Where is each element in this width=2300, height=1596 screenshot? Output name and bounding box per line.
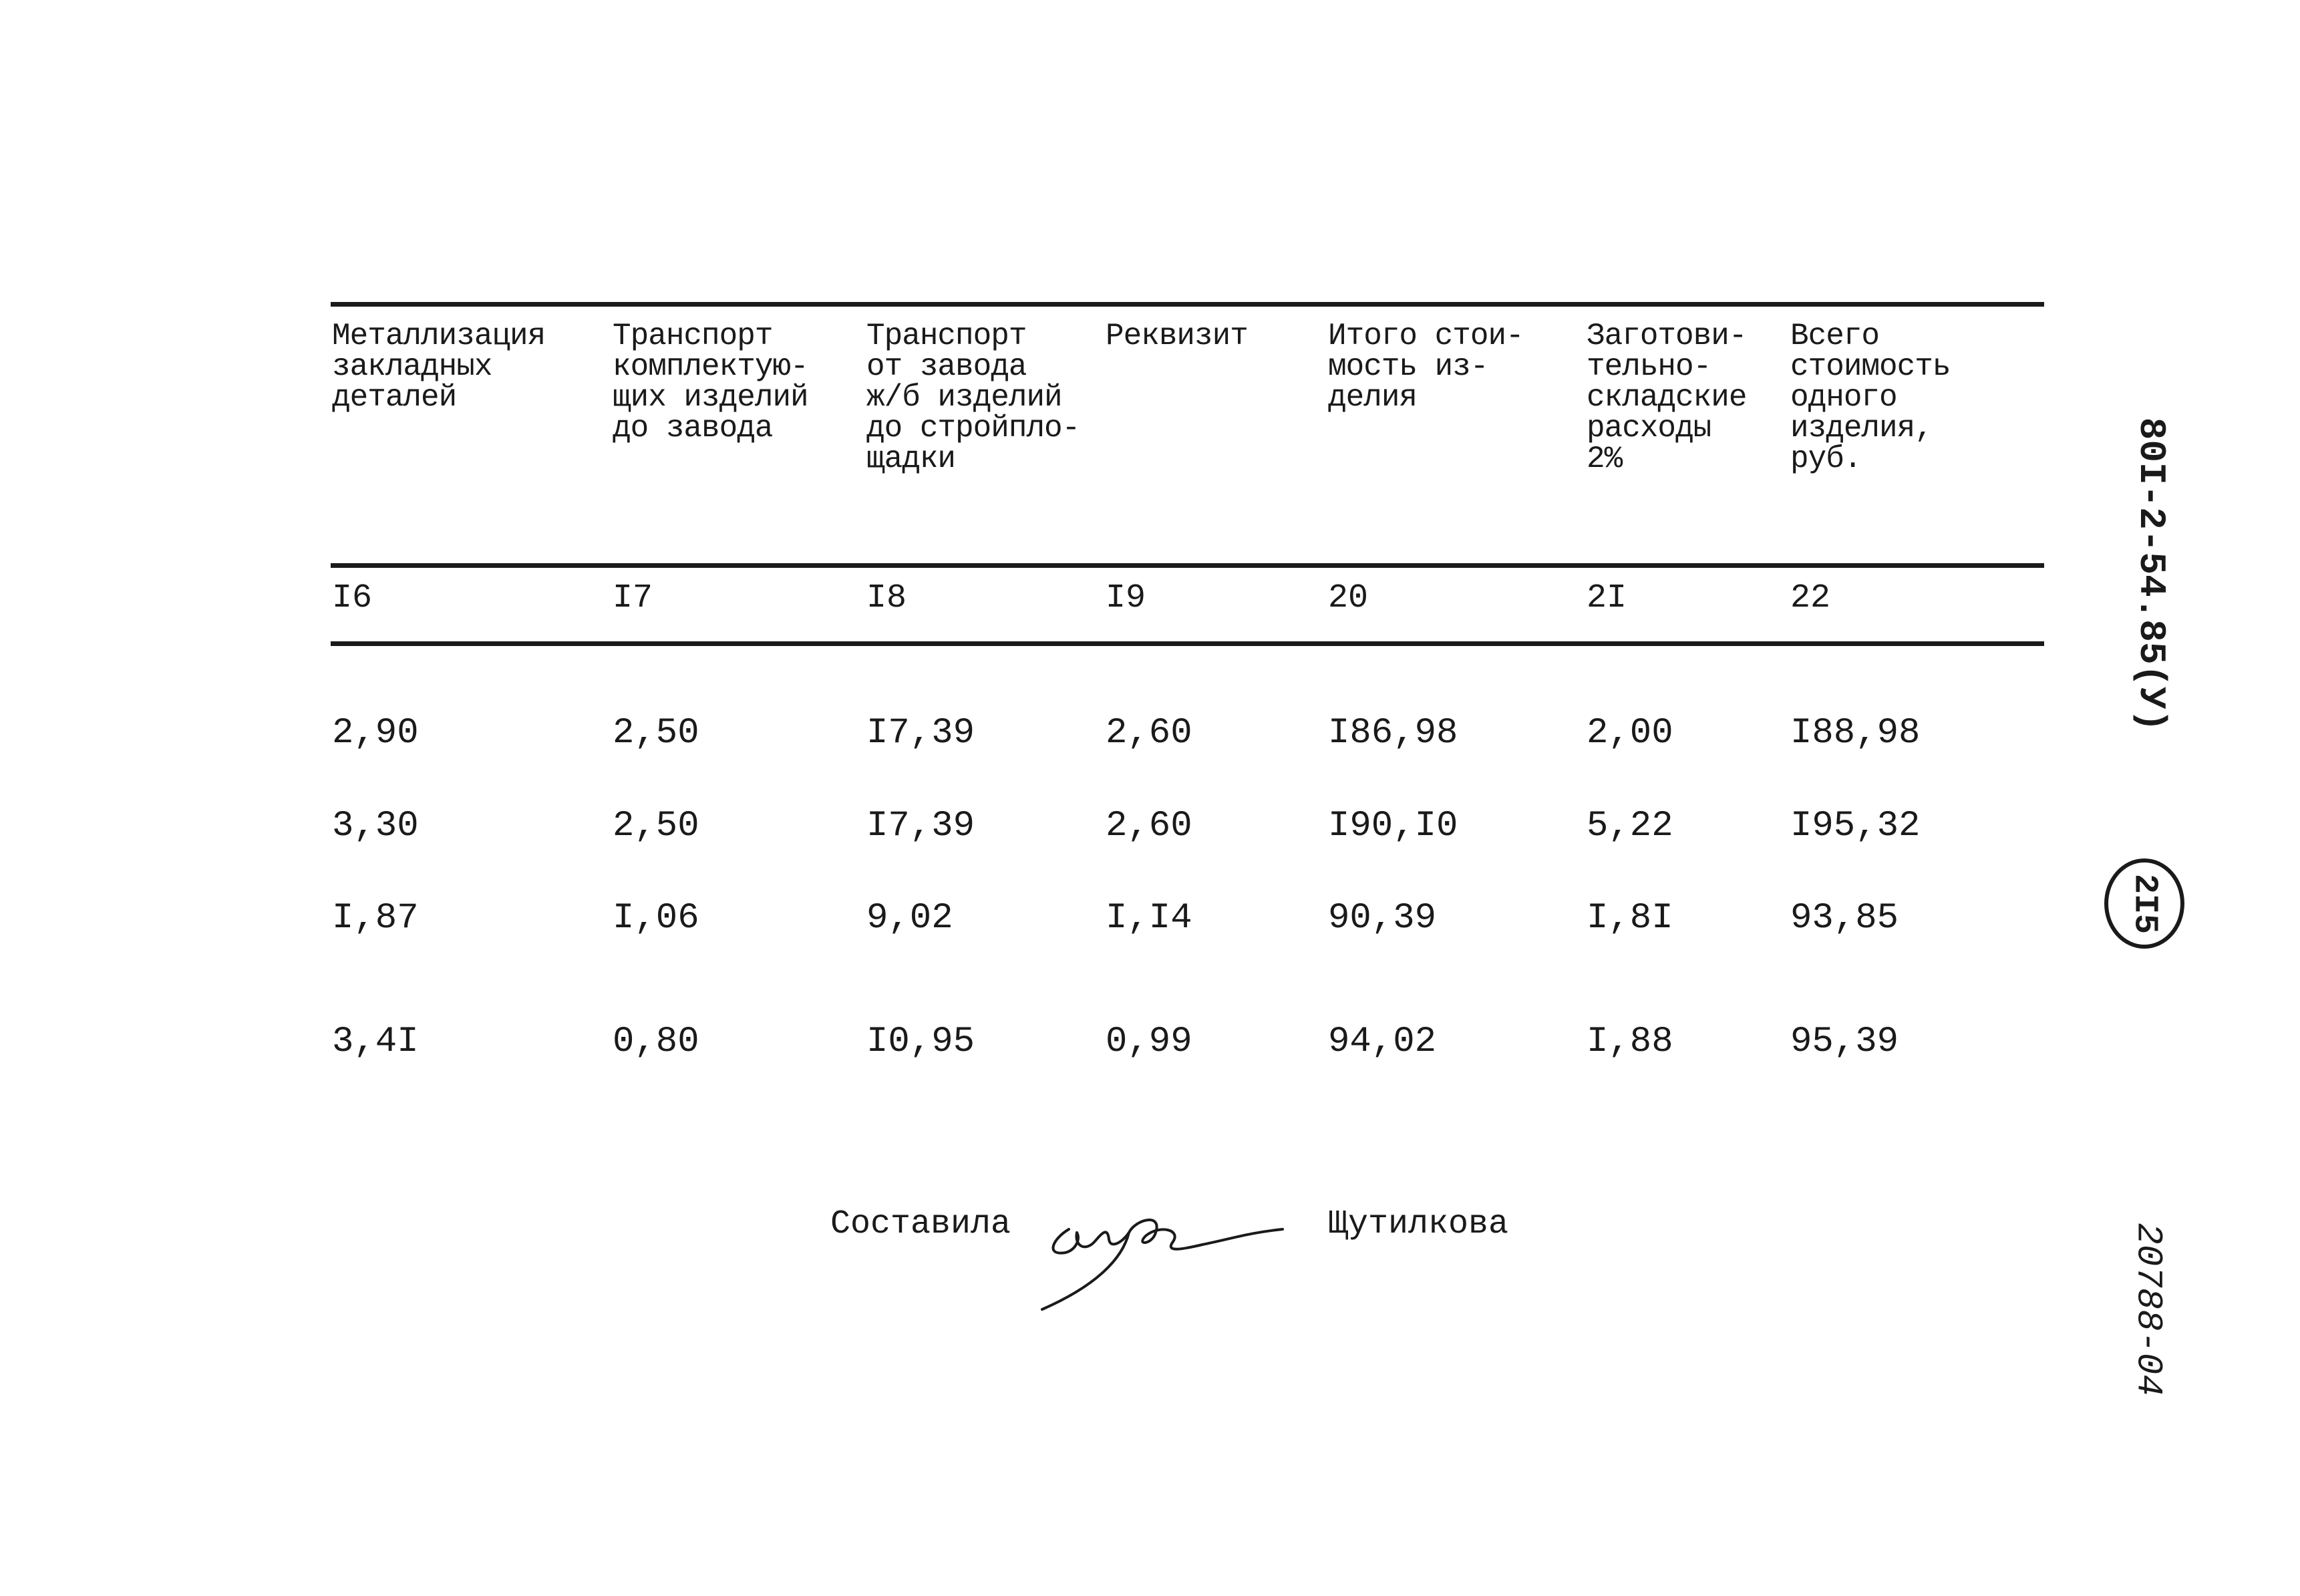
archive-number-text: 20788-04 [2127, 1223, 2168, 1396]
column-number: I8 [866, 579, 907, 617]
column-numbers-bottom-rule [331, 641, 2044, 646]
table-cell: 93,85 [1790, 898, 1899, 939]
table-cell: 5,22 [1587, 806, 1673, 846]
column-number: I9 [1106, 579, 1146, 617]
handwritten-signature [1029, 1166, 1296, 1313]
table-cell: I90,I0 [1328, 806, 1458, 846]
header-transport-to-site: Транспорт от завода ж/б изделий до стройпло- щадки [866, 319, 1080, 476]
table-cell: I95,32 [1790, 806, 1921, 846]
table-cell: 9,02 [866, 898, 953, 939]
table-cell: I,I4 [1106, 898, 1192, 939]
table-cell: I88,98 [1790, 713, 1921, 754]
table-cell: 0,80 [613, 1021, 699, 1062]
table-cell: 0,99 [1106, 1021, 1192, 1062]
header-procurement-costs: Заготови- тельно- складские расходы 2% [1587, 319, 1747, 476]
table-cell: 2,60 [1106, 806, 1192, 846]
column-number: I7 [613, 579, 653, 617]
table-cell: I,06 [613, 898, 699, 939]
column-number: I6 [332, 579, 373, 617]
sheet-number: 2I5 [2125, 873, 2164, 934]
table-cell: I0,95 [866, 1021, 975, 1062]
table-cell: 2,50 [613, 806, 699, 846]
document-code-text: 80I-2-54.85(У) [2130, 417, 2172, 732]
table-cell: I,88 [1587, 1021, 1673, 1062]
document-code [2114, 417, 2188, 732]
archive-number [2111, 1203, 2184, 1416]
compiler-name: Щутилкова [1328, 1205, 1509, 1243]
table-cell: I7,39 [866, 806, 975, 846]
table-cell: 3,30 [332, 806, 419, 846]
table-cell: 2,00 [1587, 713, 1673, 754]
header-bottom-rule [331, 563, 2044, 568]
column-number: 20 [1328, 579, 1369, 617]
header-requisite: Реквизит [1106, 319, 1248, 353]
header-total-cost: Итого стои- мость из- делия [1328, 319, 1524, 415]
table-cell: 2,90 [332, 713, 419, 754]
column-number: 22 [1790, 579, 1831, 617]
table-cell: 95,39 [1790, 1021, 1899, 1062]
header-transport-components: Транспорт комплектую- щих изделий до завода [613, 319, 808, 446]
table-cell: I,8I [1587, 898, 1673, 939]
header-metallization: Металлизация закладных деталей [332, 319, 546, 415]
column-number: 2I [1587, 579, 1627, 617]
table-cell: I7,39 [866, 713, 975, 754]
table-cell: I,87 [332, 898, 419, 939]
compiled-by-label: Составила [830, 1205, 1011, 1243]
table-cell: 94,02 [1328, 1021, 1437, 1062]
table-top-rule [331, 302, 2044, 307]
sheet-number-circle [2104, 858, 2184, 949]
table-cell: 2,60 [1106, 713, 1192, 754]
table-cell: 2,50 [613, 713, 699, 754]
table-cell: 90,39 [1328, 898, 1437, 939]
header-grand-total: Всего стоимость одного изделия, руб. [1790, 319, 1951, 476]
table-cell: I86,98 [1328, 713, 1458, 754]
table-cell: 3,4I [332, 1021, 419, 1062]
